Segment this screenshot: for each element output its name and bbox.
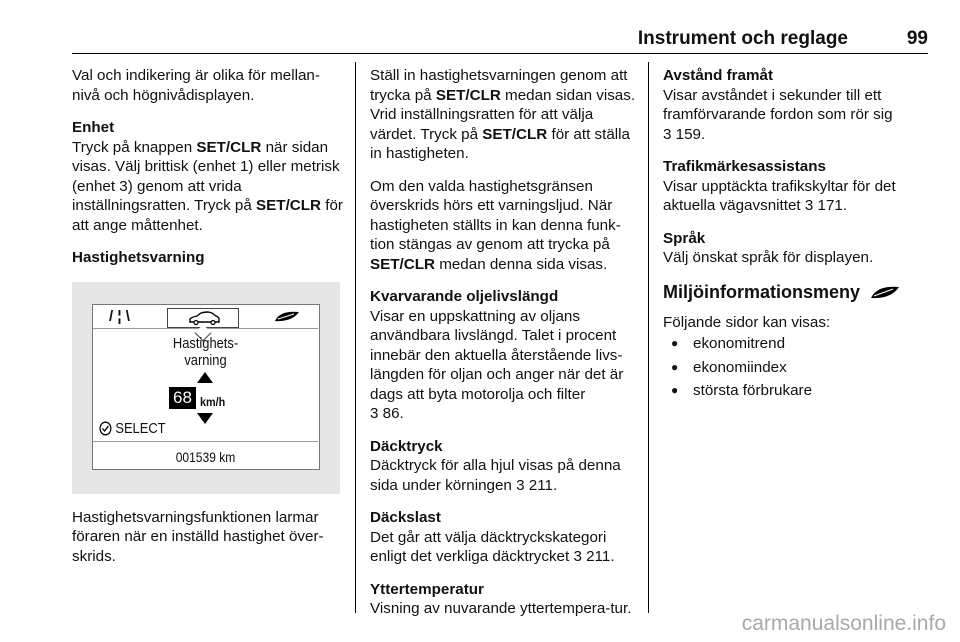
section-sprak — [663, 229, 923, 268]
display-title: Hastighets- varning — [172, 334, 239, 369]
dacktryck-ref[interactable]: 3 211. — [516, 476, 558, 494]
select-check-icon — [99, 421, 112, 436]
select-row — [99, 419, 166, 439]
eco-leaf-icon — [274, 309, 300, 323]
heading-dacktryck: Däcktryck — [370, 437, 443, 455]
header-title: Instrument och reglage — [637, 28, 848, 49]
column-2 — [370, 66, 638, 632]
section-yttertemp — [370, 580, 638, 619]
dackslast-text: Det går att välja däcktryckskategori enligt det verkliga däcktrycket 3 211. — [370, 528, 615, 565]
section-trafik — [663, 157, 923, 216]
setting-paragraph: Ställ in hastighetsvarningen genom att trycka på SET/CLR medan sidan visas. Vrid inställningsratten för att välja värdet. Tryck på SET/CLR för att ställa in hastigheten. — [370, 67, 636, 162]
section-dackslast — [370, 508, 638, 567]
display-separator — [93, 441, 318, 442]
heading-hastighetsvarning: Hastighetsvarning — [72, 249, 205, 266]
odometer: 001539 km — [175, 448, 236, 465]
avstand-ref[interactable]: 3 159. — [663, 125, 706, 143]
dackslast-ref[interactable]: 3 211. — [573, 548, 615, 565]
speed-value: 68 — [169, 387, 196, 409]
heading-sprak: Språk — [663, 229, 706, 247]
watermark: carmanualsonline.info — [741, 612, 946, 635]
page-number: 99 — [906, 28, 928, 49]
column-divider — [648, 62, 649, 613]
olje-ref[interactable]: 3 86. — [370, 405, 404, 422]
road-lane-icon: / ¦ \ — [109, 307, 130, 325]
heading-miljo: Miljöinformationsmeny — [663, 281, 923, 303]
column-1 — [72, 66, 344, 566]
display-top-bar — [93, 305, 318, 329]
column-3 — [663, 66, 923, 405]
miljo-intro: Följande sidor kan visas: — [663, 313, 831, 331]
car-icon — [168, 309, 240, 327]
page-header — [72, 24, 928, 54]
heading-dackslast: Däckslast — [370, 509, 441, 526]
enhet-text: Tryck på knappen SET/CLR när sidan visas. Välj brittisk (enhet 1) eller metrisk (enhet 3) genom att vrida inställningsratten. Tryck på SET/CLR för att ange måttenhet. — [72, 138, 343, 234]
figure-caption: Hastighetsvarningsfunktionen larmar föraren när en inställd hastighet över-skrids. — [72, 508, 324, 565]
warning-paragraph: Om den valda hastighetsgränsen överskrids hörs ett varningsljud. När hastigheten ställts in kan denna funk-tion stängas av genom att trycka på SET/CLR medan denna sida visas. — [370, 177, 621, 273]
select-label: SELECT — [115, 419, 166, 437]
display-illustration — [72, 282, 340, 494]
trafik-ref[interactable]: 3 171. — [804, 197, 848, 214]
trafik-text: Visar upptäckta trafikskyltar för det aktuella vägavsnittet 3 171. — [663, 177, 896, 214]
arrow-up-icon — [197, 372, 213, 383]
list-item: ● största förbrukare — [663, 381, 923, 401]
olje-text: Visar en uppskattning av oljans användbara livslängd. Talet i procent innebär den aktuella återstående livs-längden för oljan och anger när det är dags att byta motorolja och filter — [370, 307, 624, 403]
section-avstand — [663, 66, 923, 144]
speed-unit: km/h — [200, 394, 226, 409]
section-olje — [370, 287, 638, 424]
list-item: ● ekonomitrend — [663, 334, 923, 354]
section-dacktryck — [370, 437, 638, 496]
dacktryck-text: Däcktryck för alla hjul visas på denna sida under körningen 3 211. — [370, 457, 621, 494]
intro-paragraph: Val och indikering är olika för mellan-nivå och högnivådisplayen. — [72, 67, 320, 104]
avstand-text: Visar avståndet i sekunder till ett framförvarande fordon som rör sig — [663, 86, 893, 123]
heading-avstand: Avstånd framåt — [663, 67, 773, 84]
heading-enhet: Enhet — [72, 119, 115, 136]
heading-yttertemp: Yttertemperatur — [370, 580, 484, 598]
yttertemp-text: Visning av nuvarande yttertempera-tur. — [370, 600, 632, 617]
sprak-text: Välj önskat språk för displayen. — [663, 249, 874, 266]
list-item: ● ekonomiindex — [663, 358, 923, 378]
arrow-down-icon — [197, 413, 213, 424]
miljo-list — [663, 334, 923, 401]
heading-trafik: Trafikmärkesassistans — [663, 158, 826, 175]
eco-leaf-icon — [870, 284, 900, 300]
section-enhet — [72, 118, 344, 235]
column-divider — [355, 62, 356, 613]
instrument-display — [92, 304, 320, 470]
heading-olje: Kvarvarande oljelivslängd — [370, 288, 559, 305]
